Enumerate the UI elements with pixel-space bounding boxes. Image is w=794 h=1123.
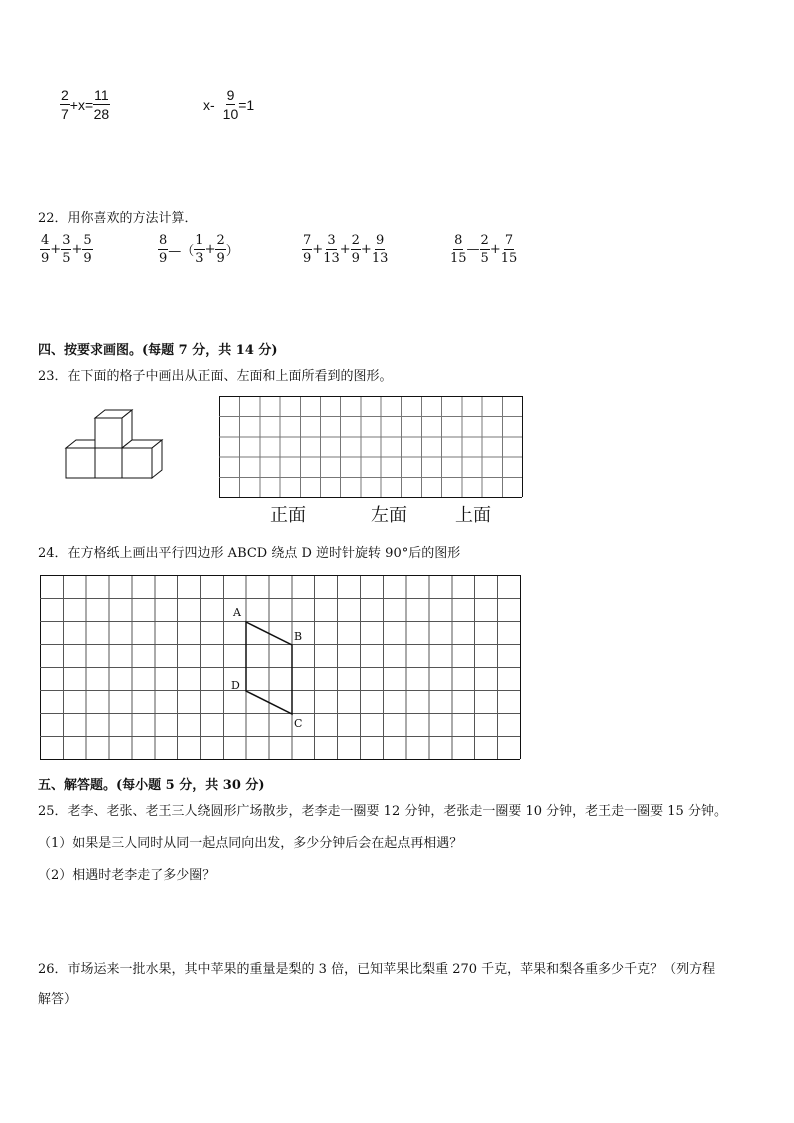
expression-3: $\frac{7}{9}$ + $\frac{3}{13}$ + $\frac{2}{9}$ + $\frac{9}{13}$ <box>303 233 389 266</box>
question-25-part-2: （2）相遇时老李走了多少圈？ <box>38 868 216 883</box>
equation-suffix: =1 <box>238 96 255 113</box>
question-26-line-2: 解答） <box>38 992 78 1007</box>
fraction: $\frac{11}{28}$ <box>93 87 110 122</box>
section-5-heading: 五、解答题。(每小题 5 分，共 30 分) <box>38 778 265 793</box>
question-25-title: 25．老李、老张、老王三人绕圆形广场散步，老李走一圈要 12 分钟，老张走一圈要 10 分钟，老王走一圈要 15 分钟。 <box>38 804 727 819</box>
cube-stack-figure <box>60 408 170 483</box>
fraction: $\frac{9}{10}$ <box>222 87 239 122</box>
point-label-c: C <box>294 717 303 730</box>
label-top-view: 上面 <box>455 505 491 526</box>
label-front-view: 正面 <box>270 505 306 526</box>
question-22-title: 22．用你喜欢的方法计算． <box>38 211 198 226</box>
parallelogram-abcd <box>40 575 521 761</box>
drawing-grid-views[interactable] <box>219 396 525 498</box>
section-4-heading: 四、按要求画图。(每题 7 分，共 14 分) <box>38 343 278 358</box>
equation-1 <box>60 88 110 121</box>
fraction: $\frac{2}{7}$ <box>61 87 69 122</box>
question-23-title: 23．在下面的格子中画出从正面、左面和上面所看到的图形。 <box>38 369 393 384</box>
expression-2: $\frac{8}{9}$ —（ $\frac{1}{3}$ + $\frac{2}{9}$ ） <box>159 233 239 266</box>
point-label-a: A <box>233 606 241 619</box>
equation-2 <box>203 88 254 121</box>
question-26-line-1: 26．市场运来一批水果，其中苹果的重量是梨的 3 倍，已知苹果比梨重 270 千克，苹果和梨各重多少千克？（列方程 <box>38 962 716 977</box>
question-24-title: 24．在方格纸上画出平行四边形 ABCD 绕点 D 逆时针旋转 90°后的图形 <box>38 546 461 561</box>
equation-operator: +x= <box>69 96 94 113</box>
point-label-b: B <box>294 630 303 643</box>
expression-1: $\frac{4}{9}$ + $\frac{3}{5}$ + $\frac{5}{9}$ <box>41 233 92 266</box>
question-25-part-1: （1）如果是三人同时从同一起点同向出发，多少分钟后会在起点再相遇？ <box>38 836 463 851</box>
point-label-d: D <box>231 679 240 692</box>
label-left-view: 左面 <box>371 505 407 526</box>
expression-4: $\frac{8}{15}$ — $\frac{2}{5}$ + $\frac{7}{15}$ <box>450 233 518 266</box>
equation-prefix: x- <box>203 96 215 113</box>
